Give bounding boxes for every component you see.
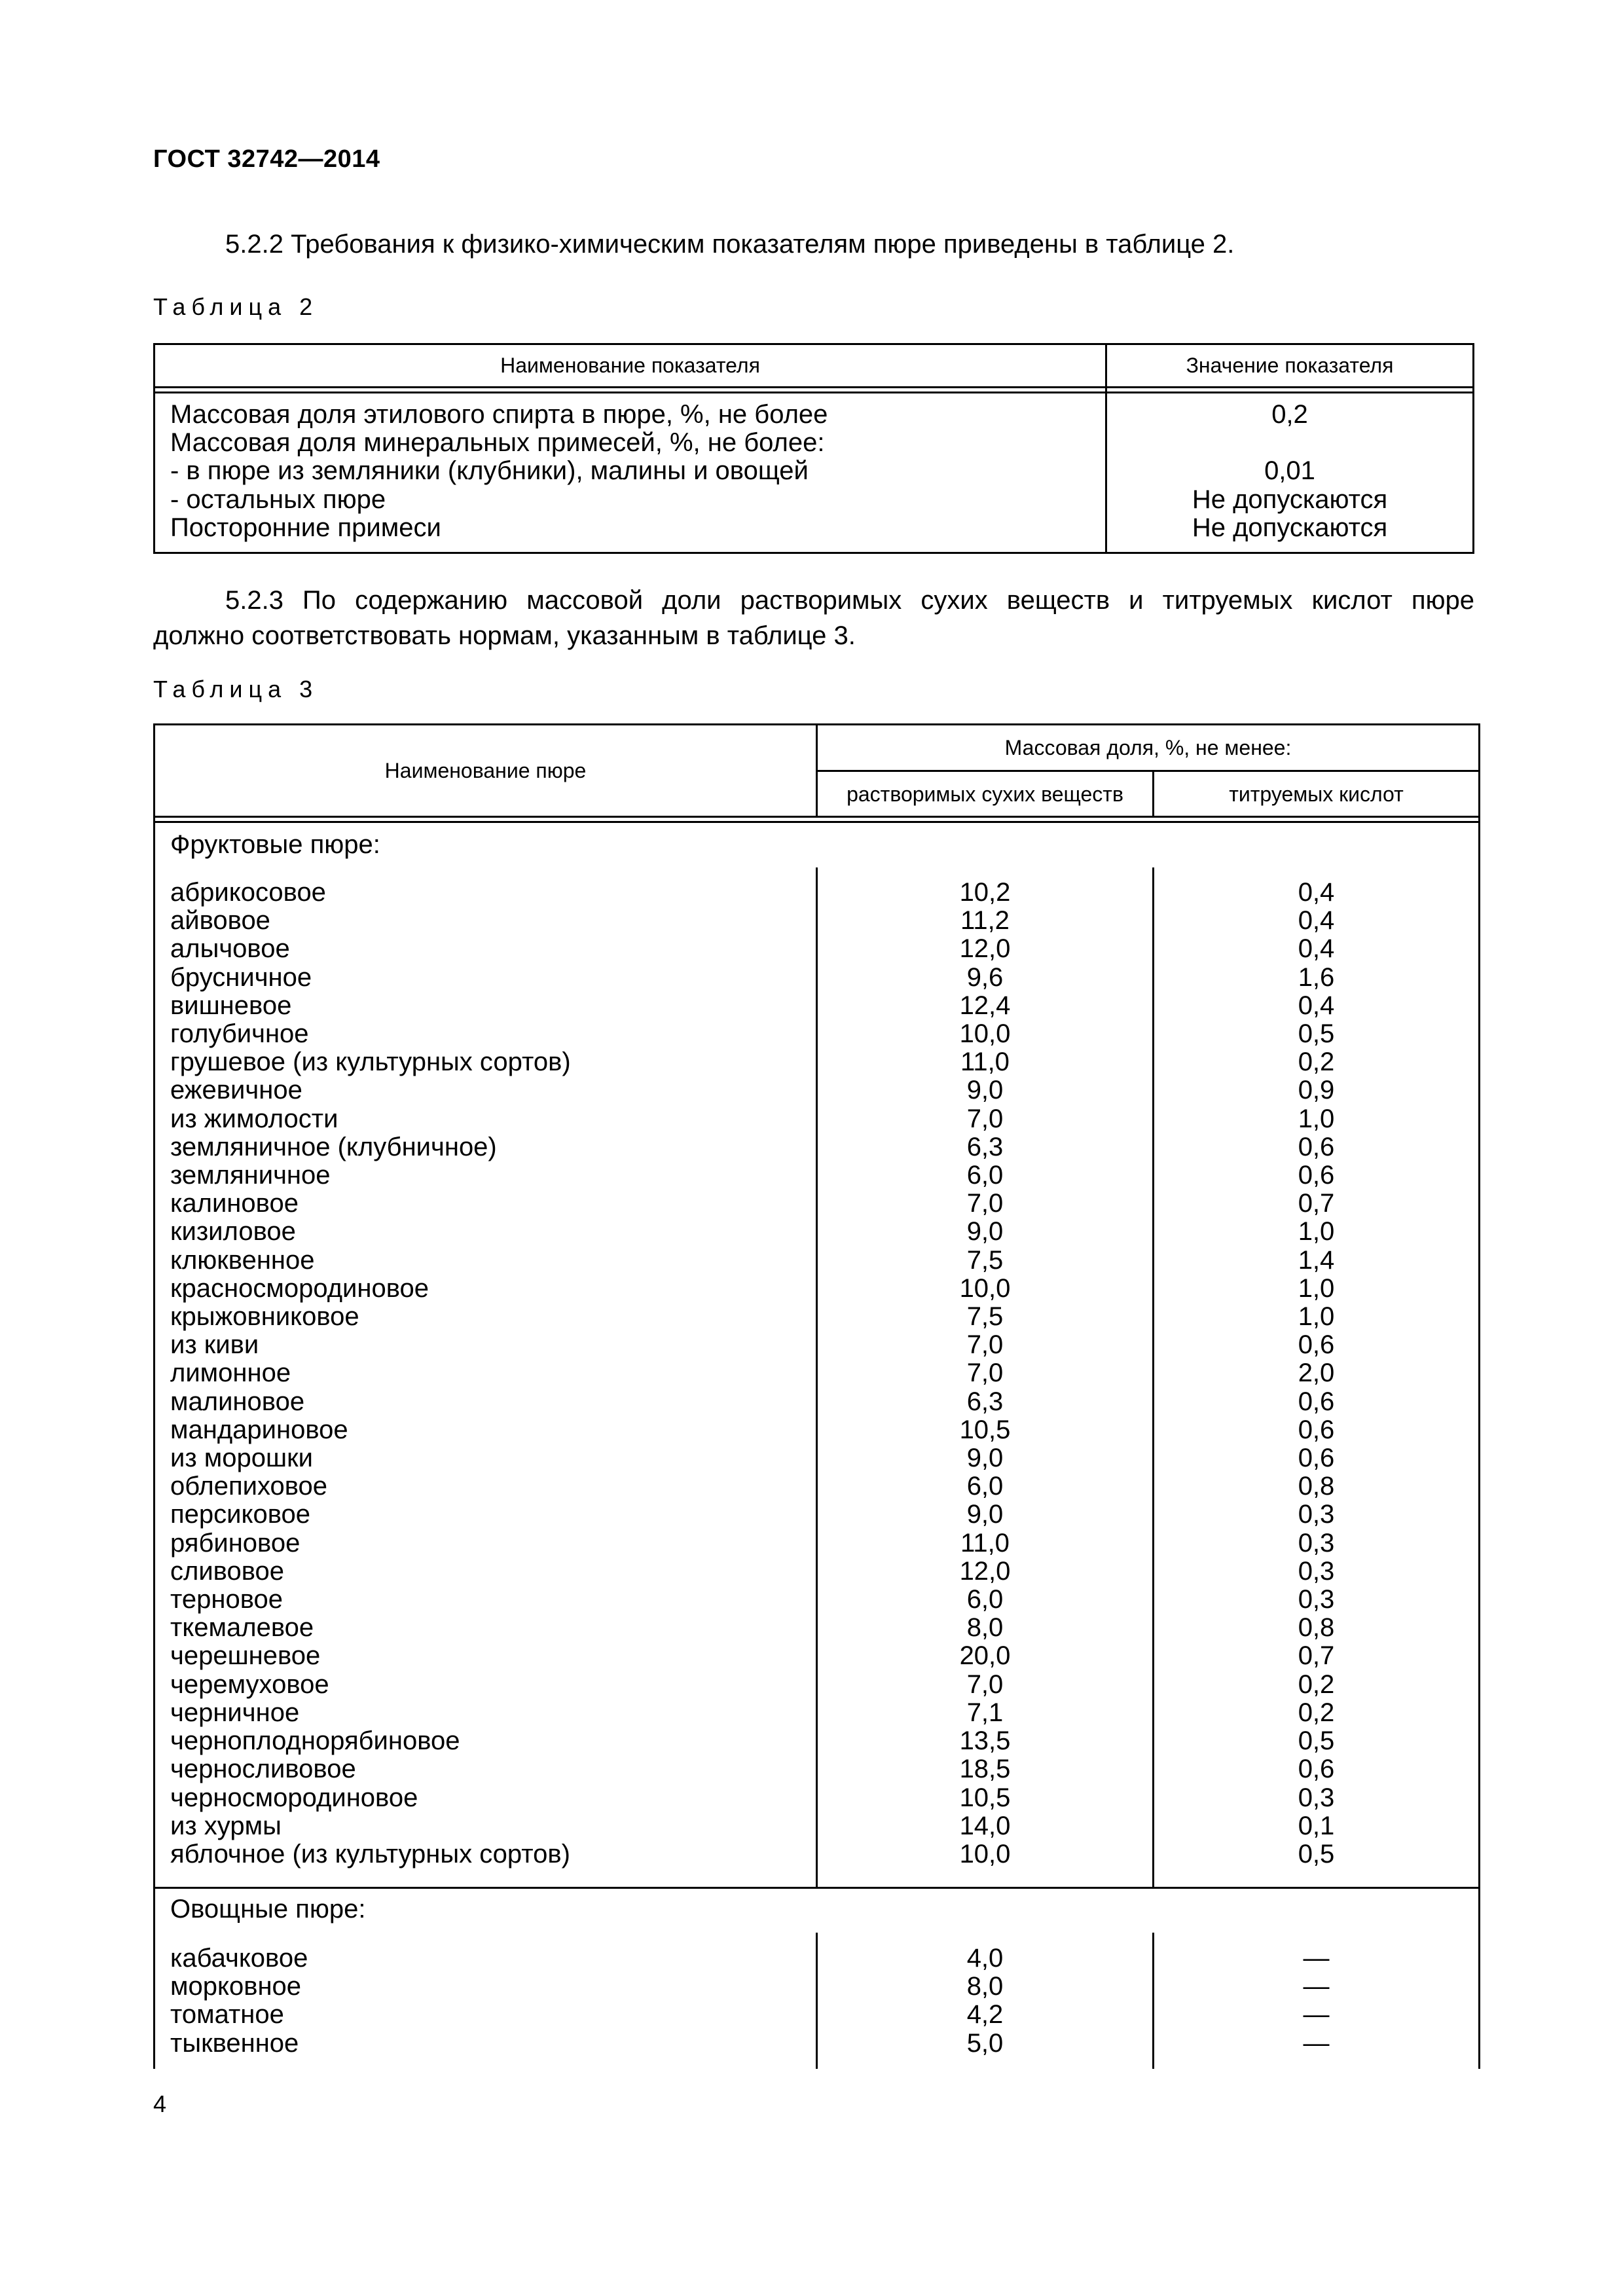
table-row-solids: 7,5 <box>966 1302 1004 1332</box>
table-row-acids: 0,2 <box>1298 1669 1335 1699</box>
table-row-acids: 0,6 <box>1298 1161 1335 1190</box>
table-row-solids: 7,0 <box>966 1104 1004 1133</box>
table-row-name: малиновое <box>170 1387 305 1416</box>
table-row-acids: 1,6 <box>1298 962 1335 992</box>
table-row-name: калиновое <box>170 1189 299 1218</box>
table2-row-name: Массовая доля этилового спирта в пюре, %, не более <box>170 400 828 429</box>
table2-names <box>170 401 828 542</box>
table-row-acids: — <box>1303 2000 1330 2030</box>
table2-header-name: Наименование показателя <box>500 354 760 377</box>
table-row-solids: 9,0 <box>966 1076 1004 1105</box>
table-row-name: черемуховое <box>170 1669 329 1699</box>
table-row-acids: 0,4 <box>1298 878 1335 907</box>
table-row-acids: 0,4 <box>1298 991 1335 1020</box>
veg-solids-column <box>818 1944 1152 2058</box>
table3-header-group: Массовая доля, %, не менее: <box>1004 736 1292 759</box>
table-row-name: рябиновое <box>170 1528 301 1558</box>
table-row-acids: 0,5 <box>1298 1839 1335 1868</box>
table-row-name: морковное <box>170 1972 302 2001</box>
table-row-solids: 14,0 <box>959 1811 1011 1840</box>
table-row-solids: 10,2 <box>959 878 1011 907</box>
table-row-solids: 6,0 <box>966 1161 1004 1190</box>
table-row-acids: 1,0 <box>1298 1217 1335 1247</box>
table-row-name: тыквенное <box>170 2028 299 2058</box>
table-row-solids: 10,5 <box>959 1783 1011 1812</box>
table2-row-name: Посторонние примеси <box>170 513 441 542</box>
table-row-name: черничное <box>170 1698 300 1727</box>
page-number: 4 <box>153 2090 167 2117</box>
table-row-solids: 6,3 <box>966 1132 1004 1161</box>
table-row-solids: 9,6 <box>966 962 1004 992</box>
table-row-solids: 10,0 <box>959 1839 1011 1868</box>
table-row-name: черешневое <box>170 1641 321 1671</box>
table-row-solids: 9,0 <box>966 1500 1004 1529</box>
table-row-name: брусничное <box>170 962 312 992</box>
table-row-name: абрикосовое <box>170 878 326 907</box>
table-row-solids: 20,0 <box>959 1641 1011 1671</box>
table-row-solids: 12,4 <box>959 991 1011 1020</box>
table2-row-name: - остальных пюре <box>170 484 386 514</box>
table-row-acids: 0,6 <box>1298 1755 1335 1784</box>
table-row-name: алычовое <box>170 934 290 964</box>
table-row-name: земляничное <box>170 1161 331 1190</box>
table-row-solids: 11,0 <box>960 1048 1010 1077</box>
table-row-name: черносмородиновое <box>170 1783 418 1812</box>
table-row-solids: 13,5 <box>959 1726 1011 1756</box>
table-row-name: айвовое <box>170 906 270 936</box>
table-row-solids: 11,2 <box>960 906 1010 936</box>
table-row-solids: 11,0 <box>960 1528 1010 1558</box>
table2-values <box>1107 401 1472 542</box>
table-row-acids: 2,0 <box>1298 1358 1335 1388</box>
table-row-acids: 0,5 <box>1298 1019 1335 1049</box>
table3-header-acids: титруемых кислот <box>1229 782 1404 806</box>
table2-row-value: 0,2 <box>1271 400 1308 429</box>
table-row-acids: 0,4 <box>1298 934 1335 964</box>
table-row-solids: 7,5 <box>966 1245 1004 1275</box>
table-row-acids: 0,5 <box>1298 1726 1335 1756</box>
table-row-acids: 1,4 <box>1298 1245 1335 1275</box>
table-row-solids: 8,0 <box>966 1972 1004 2001</box>
table-row-solids: 7,0 <box>966 1669 1004 1699</box>
table-row-acids: 0,2 <box>1298 1048 1335 1077</box>
table2-row-value <box>1107 429 1472 457</box>
fruit-names-column <box>170 879 571 1868</box>
table-row-acids: 0,6 <box>1298 1415 1335 1444</box>
table-row-name: вишневое <box>170 991 292 1020</box>
table-row-name: крыжовниковое <box>170 1302 359 1332</box>
table2-row-value: Не допускаются <box>1192 513 1388 542</box>
table-row-name: черносливовое <box>170 1755 356 1784</box>
table-row-acids: 0,3 <box>1298 1556 1335 1586</box>
table-row-name: ткемалевое <box>170 1613 314 1643</box>
table-row-name: из жимолости <box>170 1104 338 1133</box>
table-row-solids: 4,0 <box>966 1944 1004 1973</box>
table-row-solids: 8,0 <box>966 1613 1004 1643</box>
table-row-name: мандариновое <box>170 1415 348 1444</box>
table2-caption: Таблица 2 <box>153 293 319 320</box>
table-row-acids: 0,3 <box>1298 1528 1335 1558</box>
table-row-name: клюквенное <box>170 1245 315 1275</box>
table-row-acids: — <box>1303 1972 1330 2001</box>
fruit-solids-column <box>818 879 1152 1868</box>
table-row-name: земляничное (клубничное) <box>170 1132 497 1161</box>
table-row-name: яблочное (из культурных сортов) <box>170 1839 570 1868</box>
table2-header-value: Значение показателя <box>1186 354 1394 377</box>
table-row-solids: 10,0 <box>959 1019 1011 1049</box>
table-row-name: из морошки <box>170 1444 313 1473</box>
table-row-solids: 12,0 <box>959 1556 1011 1586</box>
table2-row-name: - в пюре из земляники (клубники), малины и овощей <box>170 456 809 486</box>
fruit-acids-column <box>1154 879 1478 1868</box>
table-row-name: персиковое <box>170 1500 310 1529</box>
table-row-name: кизиловое <box>170 1217 296 1247</box>
table-row-acids: 0,6 <box>1298 1330 1335 1360</box>
table-row-acids: 0,6 <box>1298 1132 1335 1161</box>
table-row-acids: — <box>1303 2028 1330 2058</box>
table-row-solids: 9,0 <box>966 1444 1004 1473</box>
table-row-solids: 10,5 <box>959 1415 1011 1444</box>
table-row-acids: 0,8 <box>1298 1613 1335 1643</box>
table-row-solids: 7,0 <box>966 1189 1004 1218</box>
table-row-name: томатное <box>170 2000 284 2030</box>
table-row-acids: 1,0 <box>1298 1104 1335 1133</box>
table-row-acids: 0,3 <box>1298 1500 1335 1529</box>
table-row-name: красносмородиновое <box>170 1273 429 1303</box>
paragraph-5-2-3-line2: должно соответствовать нормам, указанным в таблице 3. <box>153 621 856 650</box>
document-code: ГОСТ 32742—2014 <box>153 145 380 173</box>
table-row-solids: 6,0 <box>966 1472 1004 1501</box>
table-row-acids: 0,1 <box>1298 1811 1335 1840</box>
veg-names-column <box>170 1944 308 2058</box>
table-row-name: из хурмы <box>170 1811 282 1840</box>
table-row-solids: 7,0 <box>966 1358 1004 1388</box>
table-row-solids: 7,0 <box>966 1330 1004 1360</box>
table-row-solids: 18,5 <box>959 1755 1011 1784</box>
paragraph-5-2-3-line1: 5.2.3 По содержанию массовой доли растворимых сухих веществ и титруемых кислот пюре <box>225 586 1474 615</box>
table-row-name: сливовое <box>170 1556 285 1586</box>
table-row-acids: 0,6 <box>1298 1444 1335 1473</box>
table-row-name: кабачковое <box>170 1944 308 1973</box>
table-row-name: облепиховое <box>170 1472 328 1501</box>
table-row-acids: 0,3 <box>1298 1585 1335 1614</box>
table-row-solids: 4,2 <box>966 2000 1004 2030</box>
table-row-name: из киви <box>170 1330 259 1360</box>
table-row-solids: 9,0 <box>966 1217 1004 1247</box>
table-row-solids: 12,0 <box>959 934 1011 964</box>
table-row-solids: 6,0 <box>966 1585 1004 1614</box>
table-row-name: терновое <box>170 1585 283 1614</box>
table-row-name: лимонное <box>170 1358 291 1388</box>
table-row-acids: 0,6 <box>1298 1387 1335 1416</box>
table-row-solids: 10,0 <box>959 1273 1011 1303</box>
table-row-name: голубичное <box>170 1019 309 1049</box>
table-row-acids: 0,4 <box>1298 906 1335 936</box>
table2-row-name: Массовая доля минеральных примесей, %, не более: <box>170 428 825 458</box>
table-row-solids: 5,0 <box>966 2028 1004 2058</box>
table-row-acids: 1,0 <box>1298 1302 1335 1332</box>
veg-section-label: Овощные пюре: <box>170 1895 366 1923</box>
veg-acids-column <box>1154 1944 1478 2058</box>
table-row-acids: 0,7 <box>1298 1189 1335 1218</box>
table2-row-value: Не допускаются <box>1192 484 1388 514</box>
table3-header-solids: растворимых сухих веществ <box>847 782 1123 806</box>
table-row-acids: 0,7 <box>1298 1641 1335 1671</box>
table-row-acids: 1,0 <box>1298 1273 1335 1303</box>
table-row-solids: 6,3 <box>966 1387 1004 1416</box>
table-row-acids: 0,3 <box>1298 1783 1335 1812</box>
table2-row-value: 0,01 <box>1264 456 1315 486</box>
table-row-name: грушевое (из культурных сортов) <box>170 1048 571 1077</box>
table-row-solids: 7,1 <box>966 1698 1004 1727</box>
table3-header-name: Наименование пюре <box>384 759 587 782</box>
table-row-acids: 0,9 <box>1298 1076 1335 1105</box>
fruit-section-label: Фруктовые пюре: <box>170 830 380 859</box>
table-row-acids: 0,8 <box>1298 1472 1335 1501</box>
paragraph-5-2-2: 5.2.2 Требования к физико-химическим показателям пюре приведены в таблице 2. <box>225 230 1235 259</box>
table-row-name: черноплоднорябиновое <box>170 1726 460 1756</box>
table3-caption: Таблица 3 <box>153 676 319 702</box>
table-row-name: ежевичное <box>170 1076 302 1105</box>
table-row-acids: 0,2 <box>1298 1698 1335 1727</box>
table-row-acids: — <box>1303 1944 1330 1973</box>
